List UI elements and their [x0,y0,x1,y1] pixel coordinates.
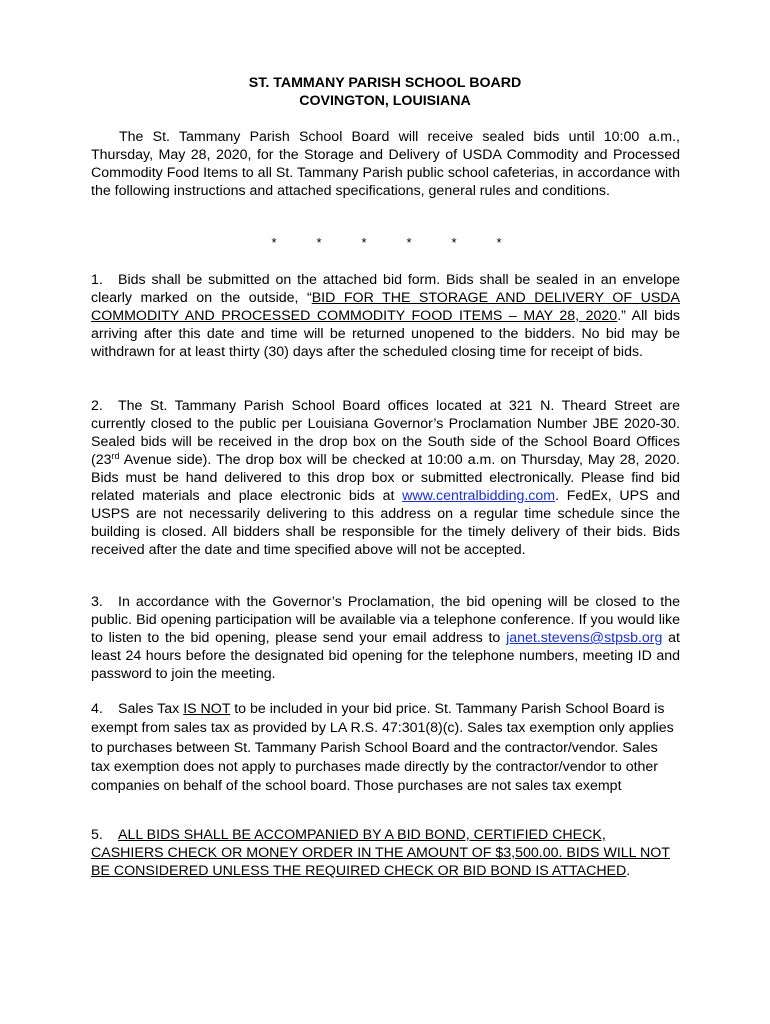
item-text: .” All bids arriving after this date and time will be returned unopened to the bidders. No bid may be withdrawn for at least thirty (30) days after the scheduled closing time for receipt of bids. [91,308,680,360]
item-text: In accordance with the Governor’s Proclamation, the bid opening will be closed to the public. Bid opening participation will be available via a telephone conference. If you would like to listen to the bid opening, please send your email address to [91,594,680,646]
separator-star: * [361,235,367,250]
item-text: to be included in your bid price. St. Tammany Parish School Board is exempt from sales tax as provided by LA R.S. 47:301(8)(c). Sales tax exemption only applies to purchases between St. Tammany Parish School Board and the contractor/vendor. Sales tax exemption does not apply to purchases made directly by the contractor/vendor to other companies on behalf of the school board. Those purchases are not sales tax exempt [91,701,674,795]
item-3-paragraph [91,593,680,683]
item-number: 5. [91,827,103,843]
separator-star: * [496,235,502,250]
item-2-paragraph [91,397,680,559]
item-text: Sales Tax [118,701,184,717]
separator-star: * [451,235,457,250]
separator-star: * [316,235,322,250]
item-1-paragraph [91,271,680,361]
header-title: ST. TAMMANY PARISH SCHOOL BOARD [248,75,522,91]
centralbidding-link[interactable]: www.centralbidding.com [402,488,556,504]
header-location: COVINGTON, LOUISIANA [299,93,471,109]
bid-envelope-label: BID FOR THE STORAGE AND DELIVERY OF USDA COMMODITY AND PROCESSED COMMODITY FOOD ITEMS – MAY 28, 2020 [91,290,680,324]
bid-bond-requirement: ALL BIDS SHALL BE ACCOMPANIED BY A BID BOND, CERTIFIED CHECK, CASHIERS CHECK OR MONEY ORDER IN THE AMOUNT OF $3,500.00. BIDS WILL NOT BE CONSIDERED UNLESS THE REQUIRED CHECK OR BID BOND IS ATTACHED [91,827,670,879]
item-number: 4. [91,701,103,717]
email-link[interactable]: janet.stevens@stpsb.org [506,630,663,646]
item-text: . [626,863,631,879]
sales-tax-emphasis: IS NOT [183,701,231,717]
item-number: 1. [91,272,103,288]
item-number: 3. [91,594,103,610]
separator-star: * [271,235,277,250]
item-number: 2. [91,398,103,414]
intro-paragraph: The St. Tammany Parish School Board will receive sealed bids until 10:00 a.m., Thursday, May 28, 2020, for the Storage and Delivery of USDA Commodity and Processed Commodity Food Items to all St. Tammany Parish public school cafeterias, in accordance with the following instructions and attached specifications, general rules and conditions. [91,129,680,199]
item-text: at least 24 hours before the designated bid opening for the telephone numbers, meeting ID and password to join the meeting. [91,630,681,682]
separator-star: * [406,235,412,250]
item-4-paragraph [91,700,680,796]
document-header [0,74,770,110]
item-text: The St. Tammany Parish School Board offices located at 321 N. Theard Street are currently closed to the public per Louisiana Governor’s Proclamation Number JBE 2020-30. Sealed bids will be received in the drop box on the South side of the School Board Offices (23 [91,398,680,468]
item-text: Bids shall be submitted on the attached bid form. Bids shall be sealed in an envelope clearly marked on the outside, “ [91,272,680,306]
item-text: Avenue side). The drop box will be checked at 10:00 a.m. on Thursday, May 28, 2020. Bids must be hand delivered to this drop box or submitted electronically. Please find bid related materials and place electronic bids at [91,452,680,504]
item-text: . FedEx, UPS and USPS are not necessarily delivering to this address on a regular time schedule since the building is closed. All bidders shall be responsible for the timely delivery of their bids. Bids received after the date and time specified above will not be accepted. [91,488,680,558]
ordinal-suffix: rd [111,451,120,461]
separator-stars [0,234,770,252]
item-5-paragraph [91,826,680,880]
